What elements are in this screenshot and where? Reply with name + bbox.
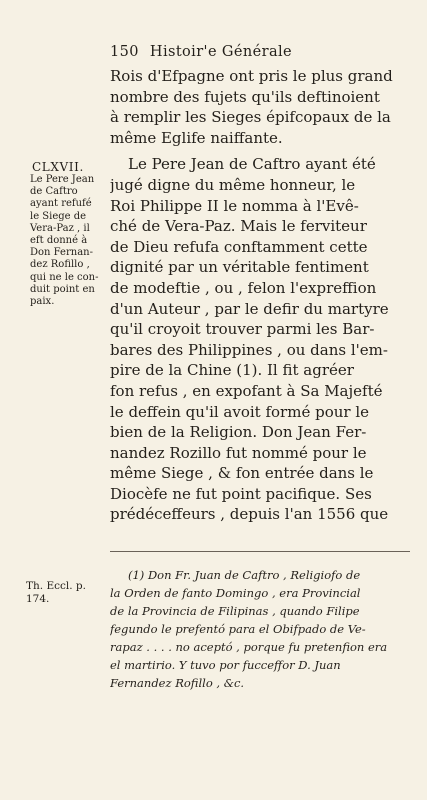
page-header xyxy=(110,44,292,60)
footnote-source xyxy=(26,580,106,606)
text-line: bares des Philippines , ou dans l'em- xyxy=(110,340,388,359)
footnote-line: de la Provincia de Filipinas , quando Filipe xyxy=(110,604,360,618)
running-title: Histoir'e Générale xyxy=(149,44,293,60)
footnote-line: (1) Don Fr. Juan de Caftro , Religiofo de xyxy=(128,568,361,582)
footnote-line: Fernandez Rofillo , &c. xyxy=(110,676,245,690)
footnote-source-line: 174. xyxy=(26,593,50,605)
margin-note-line: ayant refufé xyxy=(30,198,92,210)
margin-note-line: Le Pere Jean xyxy=(30,174,95,185)
paragraph-start-line: Le Pere Jean de Caftro ayant été xyxy=(128,155,376,174)
text-line: de Dieu refufa conftamment cette xyxy=(110,237,368,256)
text-line: ché de Vera-Paz. Mais le ferviteur xyxy=(110,217,367,236)
text-line: le deffein qu'il avoit formé pour le xyxy=(110,402,369,421)
text-line: d'un Auteur , par le defir du martyre xyxy=(110,299,389,318)
text-line: Rois d'Efpagne ont pris le plus grand xyxy=(110,67,393,85)
margin-note-line: paix. xyxy=(30,296,55,308)
main-text xyxy=(110,66,415,525)
footnote-rule xyxy=(110,551,410,552)
footnote-source-line: Th. Eccl. p. xyxy=(26,580,86,592)
footnote-line: el martirio. Y tuvo por fucceffor D. Juan xyxy=(110,658,341,672)
text-line: même Eglife naiffante. xyxy=(110,128,283,147)
margin-note-line: qui ne le con- xyxy=(30,271,99,283)
text-line: fon refus , en expofant à Sa Majefté xyxy=(110,381,383,400)
margin-note-line: eft donné à xyxy=(30,235,88,247)
footnote xyxy=(110,566,415,692)
text-line: de modeftie , ou , felon l'expreffion xyxy=(110,278,377,297)
margin-note-line: Vera-Paz , il xyxy=(30,222,90,234)
page-number: 150 xyxy=(110,44,139,60)
text-line: même Siege , & fon entrée dans le xyxy=(110,464,374,483)
footnote-line: fegundo le prefentó para el Obifpado de Ve- xyxy=(110,622,366,636)
text-line: prédéceffeurs , depuis l'an 1556 que xyxy=(110,505,389,524)
margin-note-line: dez Rofillo , xyxy=(30,259,90,271)
text-line: jugé digne du même honneur, le xyxy=(110,175,356,194)
text-line: bien de la Religion. Don Jean Fer- xyxy=(110,423,367,442)
margin-note-line: duit point en xyxy=(30,283,95,295)
text-line: Roi Philippe II le nomma à l'Evê- xyxy=(110,196,359,215)
text-line: nandez Rozillo fut nommé pour le xyxy=(110,443,367,462)
text-line: Diocèfe ne fut point pacifique. Ses xyxy=(110,484,372,503)
footnote-line: rapaz . . . . no aceptó , porque fu pretenfion era xyxy=(110,640,388,654)
text-line: nombre des fujets qu'ils deftinoient xyxy=(110,87,380,106)
text-line: à remplir les Sieges épifcopaux de la xyxy=(110,108,391,127)
margin-note-line: le Siege de xyxy=(30,210,87,222)
footnote-line: la Orden de fanto Domingo , era Provincial xyxy=(110,586,361,600)
margin-note xyxy=(30,174,110,308)
text-line: dignité par un véritable fentiment xyxy=(110,258,369,277)
text-line: qu'il croyoit trouver parmi les Bar- xyxy=(110,320,375,339)
section-number: CLXVII. xyxy=(32,160,84,174)
text-line: pire de la Chine (1). Il fit agréer xyxy=(110,361,354,380)
margin-note-line: de Caftro xyxy=(30,186,78,198)
margin-note-line: Don Fernan- xyxy=(30,247,93,259)
